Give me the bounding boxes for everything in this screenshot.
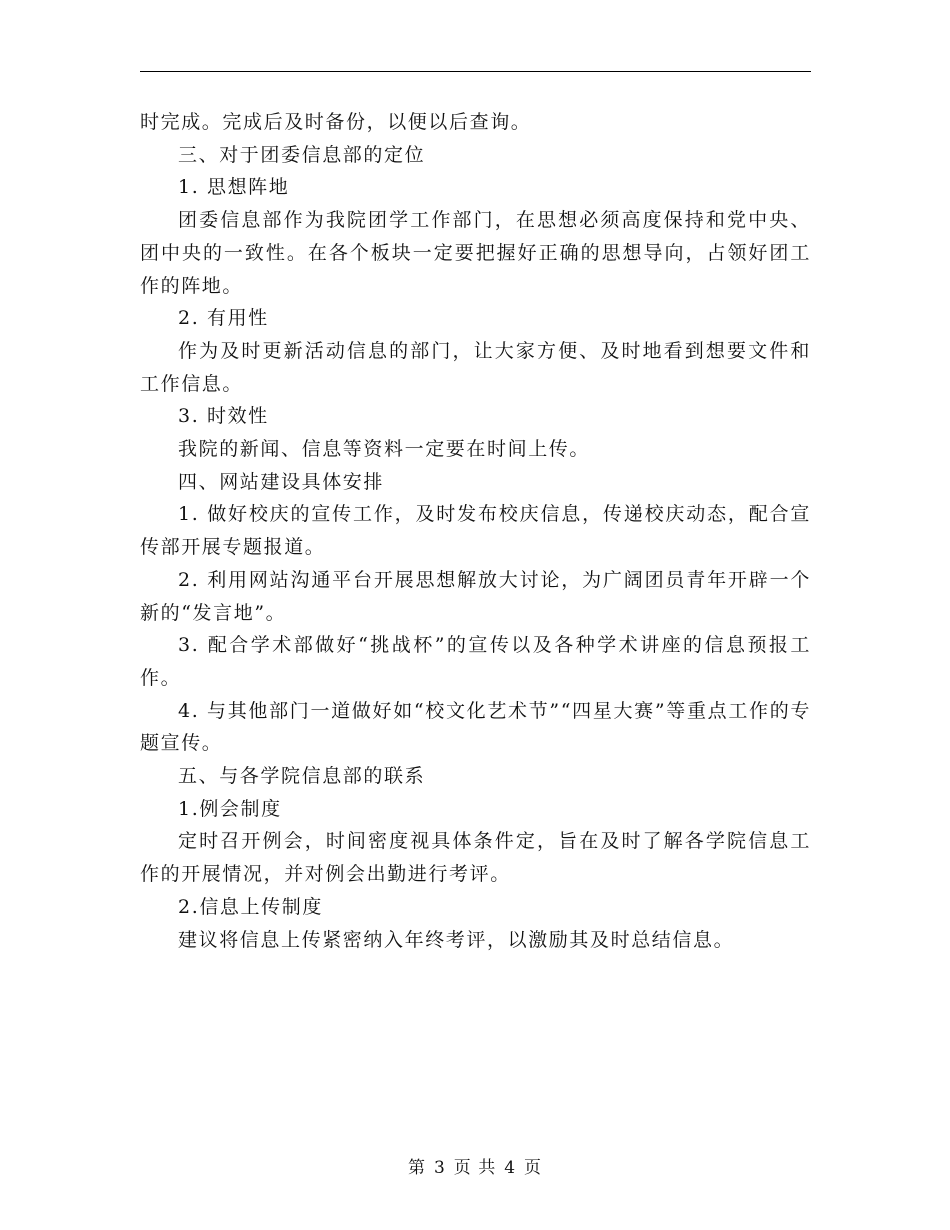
paragraph: 作为及时更新活动信息的部门，让大家方便、及时地看到想要文件和工作信息。	[140, 339, 811, 395]
page-number-footer	[0, 1153, 950, 1178]
section-heading: 五、与各学院信息部的联系	[178, 765, 426, 788]
list-item: 3. 配合学术部做好“挑战杯”的宣传以及各种学术讲座的信息预报工作。	[140, 634, 811, 689]
section-heading: 三、对于团委信息部的定位	[178, 143, 426, 166]
header-rule	[140, 71, 811, 72]
subheading: 2.信息上传制度	[178, 895, 323, 918]
section-heading: 四、网站建设具体安排	[178, 470, 385, 493]
subheading: 1. 思想阵地	[178, 176, 290, 199]
paragraph: 我院的新闻、信息等资料一定要在时间上传。	[178, 438, 591, 461]
paragraph: 团委信息部作为我院团学工作部门，在思想必须高度保持和党中央、团中央的一致性。在各个板块一定要把握好正确的思想导向，占领好团工作的阵地。	[140, 209, 811, 297]
subheading: 3. 时效性	[178, 405, 269, 428]
subheading: 1.例会制度	[178, 797, 282, 820]
current-page-number: 3	[433, 1158, 446, 1178]
list-item: 1. 做好校庆的宣传工作，及时发布校庆信息，传递校庆动态，配合宣传部开展专题报道。	[140, 503, 811, 559]
page-label-suffix: 页	[524, 1158, 543, 1178]
document-body	[140, 106, 811, 956]
page-label-mid: 页 共	[453, 1158, 497, 1178]
paragraph: 定时召开例会，时间密度视具体条件定，旨在及时了解各学院信息工作的开展情况，并对例会出勤进行考评。	[140, 830, 811, 886]
total-pages-number: 4	[504, 1158, 517, 1178]
list-item: 4. 与其他部门一道做好如“校文化艺术节”“四星大赛”等重点工作的专题宣传。	[140, 699, 811, 755]
list-item: 2. 利用网站沟通平台开展思想解放大讨论，为广阔团员青年开辟一个新的“发言地”。	[140, 568, 811, 624]
paragraph: 建议将信息上传紧密纳入年终考评，以激励其及时总结信息。	[178, 928, 735, 951]
subheading: 2. 有用性	[178, 307, 269, 330]
page-label-prefix: 第	[407, 1158, 426, 1178]
paragraph: 时完成。完成后及时备份，以便以后查询。	[140, 111, 532, 133]
